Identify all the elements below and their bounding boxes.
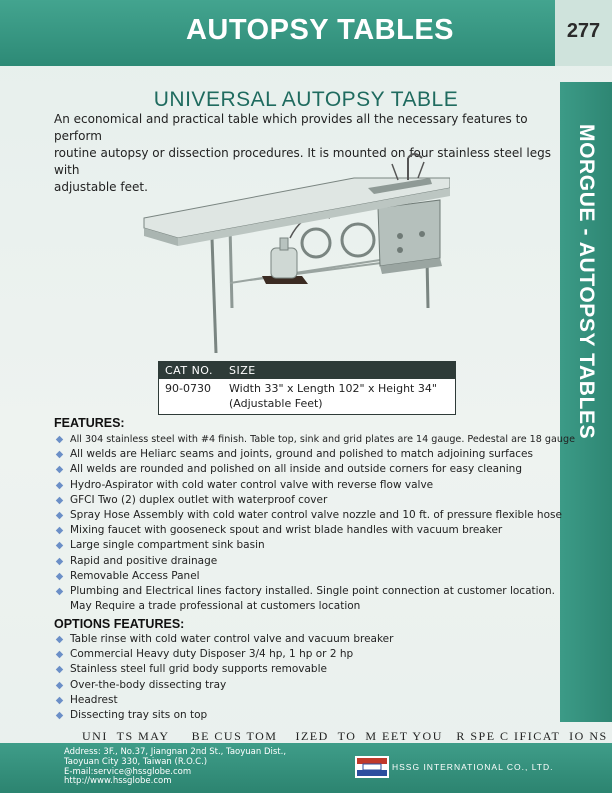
list-item: Table rinse with cold water control valve and vacuum breaker bbox=[56, 632, 556, 647]
list-item: Large single compartment sink basin bbox=[56, 538, 556, 553]
list-item: Rapid and positive drainage bbox=[56, 554, 556, 569]
diamond-bullet-icon bbox=[56, 481, 63, 488]
list-item: Plumbing and Electrical lines factory installed. Single point connection at customer location. bbox=[56, 584, 556, 599]
size-value-line1: Width 33" x Length 102" x Height 34" bbox=[229, 382, 437, 395]
diamond-bullet-icon bbox=[56, 681, 63, 688]
spec-table bbox=[158, 361, 456, 415]
address-line: Address: 3F., No.37, Jiangnan 2nd St., Taoyuan Dist., bbox=[64, 747, 287, 757]
list-item: GFCI Two (2) duplex outlet with waterproof cover bbox=[56, 493, 556, 508]
cat-no-value: 90-0730 bbox=[165, 382, 211, 395]
list-item: Spray Hose Assembly with cold water control valve nozzle and 10 ft. of pressure flexible hose bbox=[56, 508, 556, 523]
website-link[interactable]: http://www.hssglobe.com bbox=[64, 776, 172, 787]
diamond-bullet-icon bbox=[56, 666, 63, 673]
list-item: Dissecting tray sits on top bbox=[56, 708, 556, 723]
diamond-bullet-icon bbox=[56, 573, 63, 580]
intro-line: adjustable feet. bbox=[54, 180, 148, 194]
list-item: Headrest bbox=[56, 693, 556, 708]
diamond-bullet-icon bbox=[56, 557, 63, 564]
company-name: HSSG INTERNATIONAL CO., LTD. bbox=[392, 762, 554, 772]
features-title: FEATURES: bbox=[54, 416, 125, 430]
diamond-bullet-icon bbox=[56, 436, 63, 443]
page-title: AUTOPSY TABLES bbox=[185, 14, 455, 46]
list-item: Mixing faucet with gooseneck spout and wrist blade handles with vacuum breaker bbox=[56, 523, 556, 538]
list-item: Over-the-body dissecting tray bbox=[56, 678, 556, 693]
list-item: Hydro-Aspirator with cold water control valve with reverse flow valve bbox=[56, 478, 556, 493]
diamond-bullet-icon bbox=[56, 512, 63, 519]
autopsy-table-illustration bbox=[130, 148, 450, 363]
diamond-bullet-icon bbox=[56, 542, 63, 549]
list-item: All 304 stainless steel with #4 finish. Table top, sink and grid plates are 14 gauge. Pedestal are 18 gauge bbox=[56, 432, 556, 447]
options-list bbox=[56, 632, 556, 723]
page-number: 277 bbox=[566, 20, 601, 42]
features-list bbox=[56, 432, 575, 614]
diamond-bullet-icon bbox=[56, 712, 63, 719]
diamond-bullet-icon bbox=[56, 697, 63, 704]
hssg-logo bbox=[355, 756, 389, 778]
diamond-bullet-icon bbox=[56, 651, 63, 658]
intro-line: routine autopsy or dissection procedures. It is mounted on four stainless steel legs with bbox=[54, 146, 551, 177]
list-item: All welds are rounded and polished on all inside and outside corners for easy cleaning bbox=[56, 462, 556, 477]
diamond-bullet-icon bbox=[56, 466, 63, 473]
side-category-label: MORGUE - AUTOPSY TABLES bbox=[575, 124, 598, 440]
size-value-line2: (Adjustable Feet) bbox=[229, 397, 323, 410]
footer-address bbox=[64, 748, 286, 787]
options-title: OPTIONS FEATURES: bbox=[54, 617, 185, 631]
list-item-continuation: May Require a trade professional at customers location bbox=[70, 600, 361, 613]
diamond-bullet-icon bbox=[56, 497, 63, 504]
product-title: UNIVERSAL AUTOPSY TABLE bbox=[153, 88, 459, 111]
list-item: Commercial Heavy duty Disposer 3/4 hp, 1 hp or 2 hp bbox=[56, 647, 556, 662]
list-item: All welds are Heliarc seams and joints, ground and polished to match adjoining surfaces bbox=[56, 447, 556, 462]
customization-note: UNI TS MAY BE CUS TOM IZED TO M EET YOU R SPE C IFICAT IO NS bbox=[82, 729, 608, 743]
email-link[interactable]: E-mail:service@hssglobe.com bbox=[64, 766, 192, 777]
diamond-bullet-icon bbox=[56, 588, 63, 595]
list-item: Stainless steel full grid body supports removable bbox=[56, 662, 556, 677]
diamond-bullet-icon bbox=[56, 636, 63, 643]
spec-table-header bbox=[159, 362, 455, 379]
intro-line: An economical and practical table which provides all the necessary features to perform bbox=[54, 112, 528, 143]
cat-no-header: CAT NO. bbox=[165, 364, 214, 377]
address-line: Taoyuan City 330, Taiwan (R.O.C.) bbox=[64, 756, 208, 767]
list-item: Removable Access Panel bbox=[56, 569, 556, 584]
diamond-bullet-icon bbox=[56, 451, 63, 458]
size-header: SIZE bbox=[229, 364, 256, 377]
diamond-bullet-icon bbox=[56, 527, 63, 534]
